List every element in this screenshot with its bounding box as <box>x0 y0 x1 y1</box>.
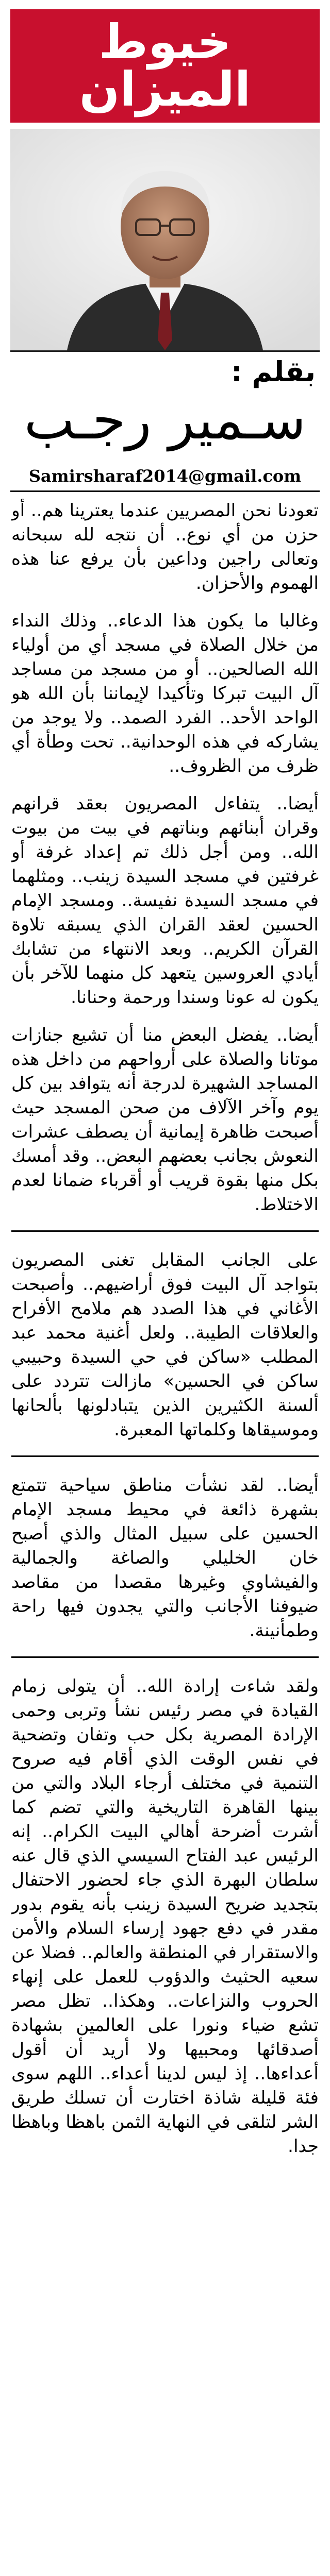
paragraph-6: أيضا.. لقد نشأت مناطق سياحية تتمتع بشهرة ذائعة في محيط مسجد الإمام الحسين على سبيل المثال والذي أصبح خان الخليلي والصاغة والجمالية والفيشاوي وغيرها مقصدا من مقاصد ضيوفنا الأجانب والتي يجدون فيها راحة وطمأنينة. <box>11 1475 319 1641</box>
author-name: سـمير رجـب <box>24 388 306 451</box>
article-body <box>11 499 319 2576</box>
author-email[interactable]: Samirsharaf2014@gmail.com <box>28 466 302 486</box>
column-header <box>10 9 320 123</box>
paragraph-2: وغالبا ما يكون هذا الدعاء.. وذلك النداء من خلال الصلاة في مسجد أي من أولياء الله الصالحين.. أو من مسجد من مساجد آل البيت تبركا وتأكيدا لإيماننا بأن الله هو الواحد الأحد.. الفرد الصمد.. ولا يوجد من يشاركه في هذه الوحدانية.. تحت وطأة أي ظرف من الظروف.. <box>11 611 319 776</box>
byline-label: بقلم : <box>231 355 316 388</box>
divider <box>11 1455 319 1457</box>
paragraph-5: على الجانب المقابل تغنى المصريون بتواجد آل البيت فوق أراضيهم.. وأصبحت الأغاني في هذا الصدد هم ملامح الأفراح والعلاقات الطيبة.. ولعل أغنية محمد عبد المطلب «ساكن في حي السيدة وحبيبي ساكن في الحسين» مازالت تتردد على ألسنة الكثيرين الذين يتبادلونها بألحانها وموسيقاها وكلماتها المعبرة. <box>11 1250 319 1440</box>
paragraph-1: تعودنا نحن المصريين عندما يعترينا هم.. أو حزن من أي نوع.. أن نتجه لله سبحانه وتعالى راجين وداعين بأن يرفع عنا هذه الهموم والأحزان. <box>11 500 319 594</box>
paragraph-3: أيضا.. يتفاءل المصريون بعقد قرانهم وقران أبنائهم وبناتهم في بيت من بيوت الله.. ومن أجل ذلك تم إعداد غرفة أو غرفتين في مسجد السيدة زينب.. ومثلهما في مسجد السيدة نفيسة.. ومسجد الإمام الحسين لعقد القران الذي يسبقه تلاوة القرآن الكريم.. وبعد الانتهاء من تشابك أيادي العروسين يتعهد كل منهما للآخر بأن يكون له عونا وسندا ورحمة وحنانا. <box>11 793 319 1008</box>
author-portrait <box>10 129 320 352</box>
portrait-photo-icon <box>10 129 320 350</box>
byline <box>10 355 320 459</box>
divider <box>10 490 320 492</box>
paragraph-4: أيضا.. يفضل البعض منا أن تشيع جنازات موتانا والصلاة على أرواحهم من داخل هذه المساجد الشهيرة لدرجة أنه يتوافد بين كل يوم وآخر الآلاف من صحن المسجد حيث أصبحت ظاهرة إيمانية أن يصطف عشرات النعوش بجانب بعضهم البعض.. وقد أمسك بكل منها بقوة قريب أو أقرباء ضمانا لعدم الاختلاط. <box>11 1025 319 1215</box>
paragraph-7: ولقد شاءت إرادة الله.. أن يتولى زمام القيادة في مصر رئيس نشأ وتربى وحمى الإرادة المصرية بكل حب وتفان وتضحية في نفس الوقت الذي أقام فيه صروح التنمية في مختلف أرجاء البلاد والتي من بينها القاهرة التاريخية والتي تضم كما أشرت أضرحة أهالي البيت الكرام.. إنه الرئيس عبد الفتاح السيسي الذي قال عنه سلطان البهرة الذي جاء لحضور الاحتفال بتجديد ضريح السيدة زينب بأنه يقوم بدور مقدر في دفع جهود إرساء السلام والأمن والاستقرار في المنطقة والعالم.. فضلا عن سعيه الحثيث والدؤوب للعمل على إنهاء الحروب والنزاعات.. وهكذا.. تظل مصر تشع ضياء ونورا على العالمين بشهادة أصدقائها ومحبيها ولا أريد أن أقول أعداءها.. إذ ليس لدينا أعداء.. اللهم سوى فئة قليلة شاذة اختارت أن تسلك طريق الشر لتلقى في النهاية الثمن باهظا وباهظا جدا. <box>11 1676 319 2157</box>
divider <box>11 1656 319 1658</box>
divider <box>11 1230 319 1232</box>
column-title: خيوط الميزان <box>79 14 251 117</box>
